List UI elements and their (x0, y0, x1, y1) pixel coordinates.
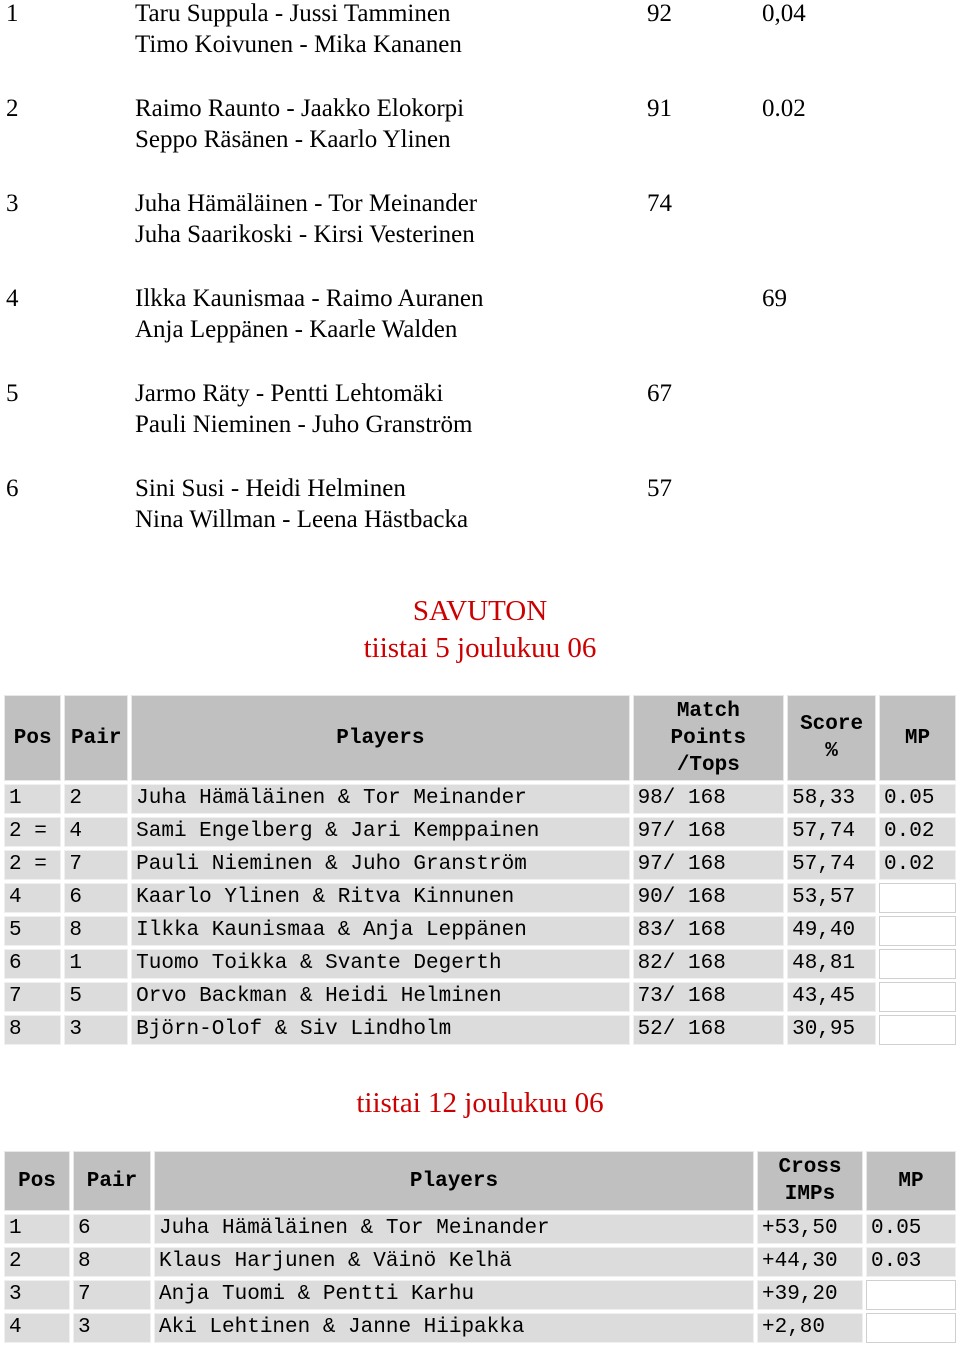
team-pair-2: Juha Saarikoski - Kirsi Vesterinen (135, 221, 475, 248)
cell-pair: 7 (73, 1280, 151, 1310)
cell-pos: 5 (4, 916, 61, 946)
table-row (4, 817, 956, 847)
cell-points: 97/ 168 (633, 850, 785, 880)
team-pair-1: Juha Hämäläinen - Tor Meinander (135, 190, 478, 217)
cell-pair: 3 (64, 1015, 128, 1045)
table-row (4, 1280, 956, 1310)
cell-points: 90/ 168 (633, 883, 785, 913)
header-pair: Pair (64, 695, 128, 781)
cell-players: Anja Tuomi & Pentti Karhu (154, 1280, 754, 1310)
cell-pos: 1 (4, 784, 61, 814)
cell-points: 97/ 168 (633, 817, 785, 847)
table-row (4, 850, 956, 880)
cell-mp: 0.02 (879, 817, 956, 847)
cell-pair: 2 (64, 784, 128, 814)
cell-mp: 0.02 (879, 850, 956, 880)
table-header-row (4, 695, 956, 781)
cell-players: Tuomo Toikka & Svante Degerth (131, 949, 629, 979)
cell-mp: 0.05 (879, 784, 956, 814)
cell-players: Klaus Harjunen & Väinö Kelhä (154, 1247, 754, 1277)
team-pos: 3 (6, 190, 19, 217)
section-date: tiistai 5 joulukuu 06 (363, 632, 597, 664)
cell-mp: 0.05 (866, 1214, 956, 1244)
cell-score: 48,81 (787, 949, 876, 979)
table-row (4, 784, 956, 814)
team-entry (0, 95, 960, 190)
results-table-1 (1, 692, 959, 1048)
cell-players: Aki Lehtinen & Janne Hiipakka (154, 1313, 754, 1343)
cell-points: 83/ 168 (633, 916, 785, 946)
cell-mp (866, 1280, 956, 1310)
cell-imps: +53,50 (757, 1214, 863, 1244)
header-match-line1: Match (676, 699, 740, 723)
team-standings (0, 0, 960, 570)
cell-score: 49,40 (787, 916, 876, 946)
cell-pos: 6 (4, 949, 61, 979)
cell-pair: 4 (64, 817, 128, 847)
cell-pair: 3 (73, 1313, 151, 1343)
cell-players: Pauli Nieminen & Juho Granström (131, 850, 629, 880)
cell-pos: 3 (4, 1280, 70, 1310)
team-pair-1: Ilkka Kaunismaa - Raimo Auranen (135, 285, 484, 312)
team-pos: 1 (6, 0, 19, 27)
cell-score: 53,57 (787, 883, 876, 913)
team-pair-2: Timo Koivunen - Mika Kananen (135, 31, 462, 58)
cell-mp (879, 916, 956, 946)
cell-pos: 2 = (4, 850, 61, 880)
cell-mp (879, 883, 956, 913)
header-pos: Pos (4, 695, 61, 781)
team-pair-1: Raimo Raunto - Jaakko Elokorpi (135, 95, 465, 122)
cell-mp (879, 949, 956, 979)
cell-points: 52/ 168 (633, 1015, 785, 1045)
table-row (4, 949, 956, 979)
table-row (4, 1247, 956, 1277)
table-row (4, 982, 956, 1012)
cell-points: 73/ 168 (633, 982, 785, 1012)
team-entry (0, 380, 960, 475)
cell-players: Björn-Olof & Siv Lindholm (131, 1015, 629, 1045)
cell-pos: 7 (4, 982, 61, 1012)
header-cross-line1: Cross (778, 1156, 842, 1179)
cell-players: Juha Hämäläinen & Tor Meinander (154, 1214, 754, 1244)
cell-mp (866, 1313, 956, 1343)
header-cross-imps (757, 1151, 863, 1211)
header-players: Players (154, 1151, 754, 1211)
team-pos: 5 (6, 380, 19, 407)
team-score-a: 92 (647, 0, 672, 27)
cell-pair: 1 (64, 949, 128, 979)
cell-pair: 8 (64, 916, 128, 946)
header-cross-line2: IMPs (784, 1183, 836, 1206)
cell-players: Orvo Backman & Heidi Helminen (131, 982, 629, 1012)
team-score-a: 67 (647, 380, 672, 407)
cell-players: Sami Engelberg & Jari Kemppainen (131, 817, 629, 847)
header-score (787, 695, 876, 781)
table-row (4, 883, 956, 913)
team-score-b: 0.02 (762, 95, 806, 122)
table-row (4, 1015, 956, 1045)
header-match-points (633, 695, 785, 781)
cell-pos: 4 (4, 883, 61, 913)
cell-imps: +44,30 (757, 1247, 863, 1277)
cell-pair: 6 (73, 1214, 151, 1244)
cell-mp (879, 982, 956, 1012)
header-score-line2: % (825, 740, 838, 763)
cell-pair: 5 (64, 982, 128, 1012)
cell-score: 57,74 (787, 850, 876, 880)
team-score-a: 57 (647, 475, 672, 502)
cell-mp: 0.03 (866, 1247, 956, 1277)
team-entry (0, 190, 960, 285)
team-pair-1: Jarmo Räty - Pentti Lehtomäki (135, 380, 444, 407)
header-score-line1: Score (800, 713, 864, 736)
team-entry (0, 285, 960, 380)
header-mp: MP (866, 1151, 956, 1211)
cell-pos: 8 (4, 1015, 61, 1045)
cell-score: 58,33 (787, 784, 876, 814)
team-pair-1: Sini Susi - Heidi Helminen (135, 475, 406, 502)
cell-points: 82/ 168 (633, 949, 785, 979)
team-pos: 6 (6, 475, 19, 502)
section-date-2: tiistai 12 joulukuu 06 (356, 1087, 604, 1119)
team-pair-1: Taru Suppula - Jussi Tamminen (135, 0, 451, 27)
team-score-a: 74 (647, 190, 672, 217)
cell-pair: 7 (64, 850, 128, 880)
cell-pos: 2 = (4, 817, 61, 847)
team-pos: 4 (6, 285, 19, 312)
table-row (4, 1214, 956, 1244)
cell-score: 30,95 (787, 1015, 876, 1045)
cell-mp (879, 1015, 956, 1045)
team-score-b: 69 (762, 285, 787, 312)
cell-pos: 4 (4, 1313, 70, 1343)
team-pair-2: Anja Leppänen - Kaarle Walden (135, 316, 458, 343)
cell-imps: +2,80 (757, 1313, 863, 1343)
cell-imps: +39,20 (757, 1280, 863, 1310)
cell-pos: 2 (4, 1247, 70, 1277)
cell-pair: 8 (73, 1247, 151, 1277)
team-pair-2: Pauli Nieminen - Juho Granström (135, 411, 473, 438)
team-entry (0, 0, 960, 95)
team-pos: 2 (6, 95, 19, 122)
cell-players: Kaarlo Ylinen & Ritva Kinnunen (131, 883, 629, 913)
header-pos: Pos (4, 1151, 70, 1211)
team-score-a: 91 (647, 95, 672, 122)
team-pair-2: Nina Willman - Leena Hästbacka (135, 506, 469, 533)
header-players: Players (131, 695, 629, 781)
header-pair: Pair (73, 1151, 151, 1211)
header-match-line3: /Tops (676, 753, 740, 777)
team-entry (0, 475, 960, 570)
team-pair-2: Seppo Räsänen - Kaarlo Ylinen (135, 126, 451, 153)
table-row (4, 1313, 956, 1343)
header-mp: MP (879, 695, 956, 781)
team-score-b: 0,04 (762, 0, 806, 27)
cell-pos: 1 (4, 1214, 70, 1244)
cell-players: Juha Hämäläinen & Tor Meinander (131, 784, 629, 814)
cell-score: 43,45 (787, 982, 876, 1012)
results-table-2 (1, 1148, 959, 1346)
section-title: SAVUTON (412, 595, 548, 627)
cell-players: Ilkka Kaunismaa & Anja Leppänen (131, 916, 629, 946)
cell-pair: 6 (64, 883, 128, 913)
table-header-row (4, 1151, 956, 1211)
header-match-line2: Points (670, 726, 747, 750)
cell-score: 57,74 (787, 817, 876, 847)
table-row (4, 916, 956, 946)
cell-points: 98/ 168 (633, 784, 785, 814)
